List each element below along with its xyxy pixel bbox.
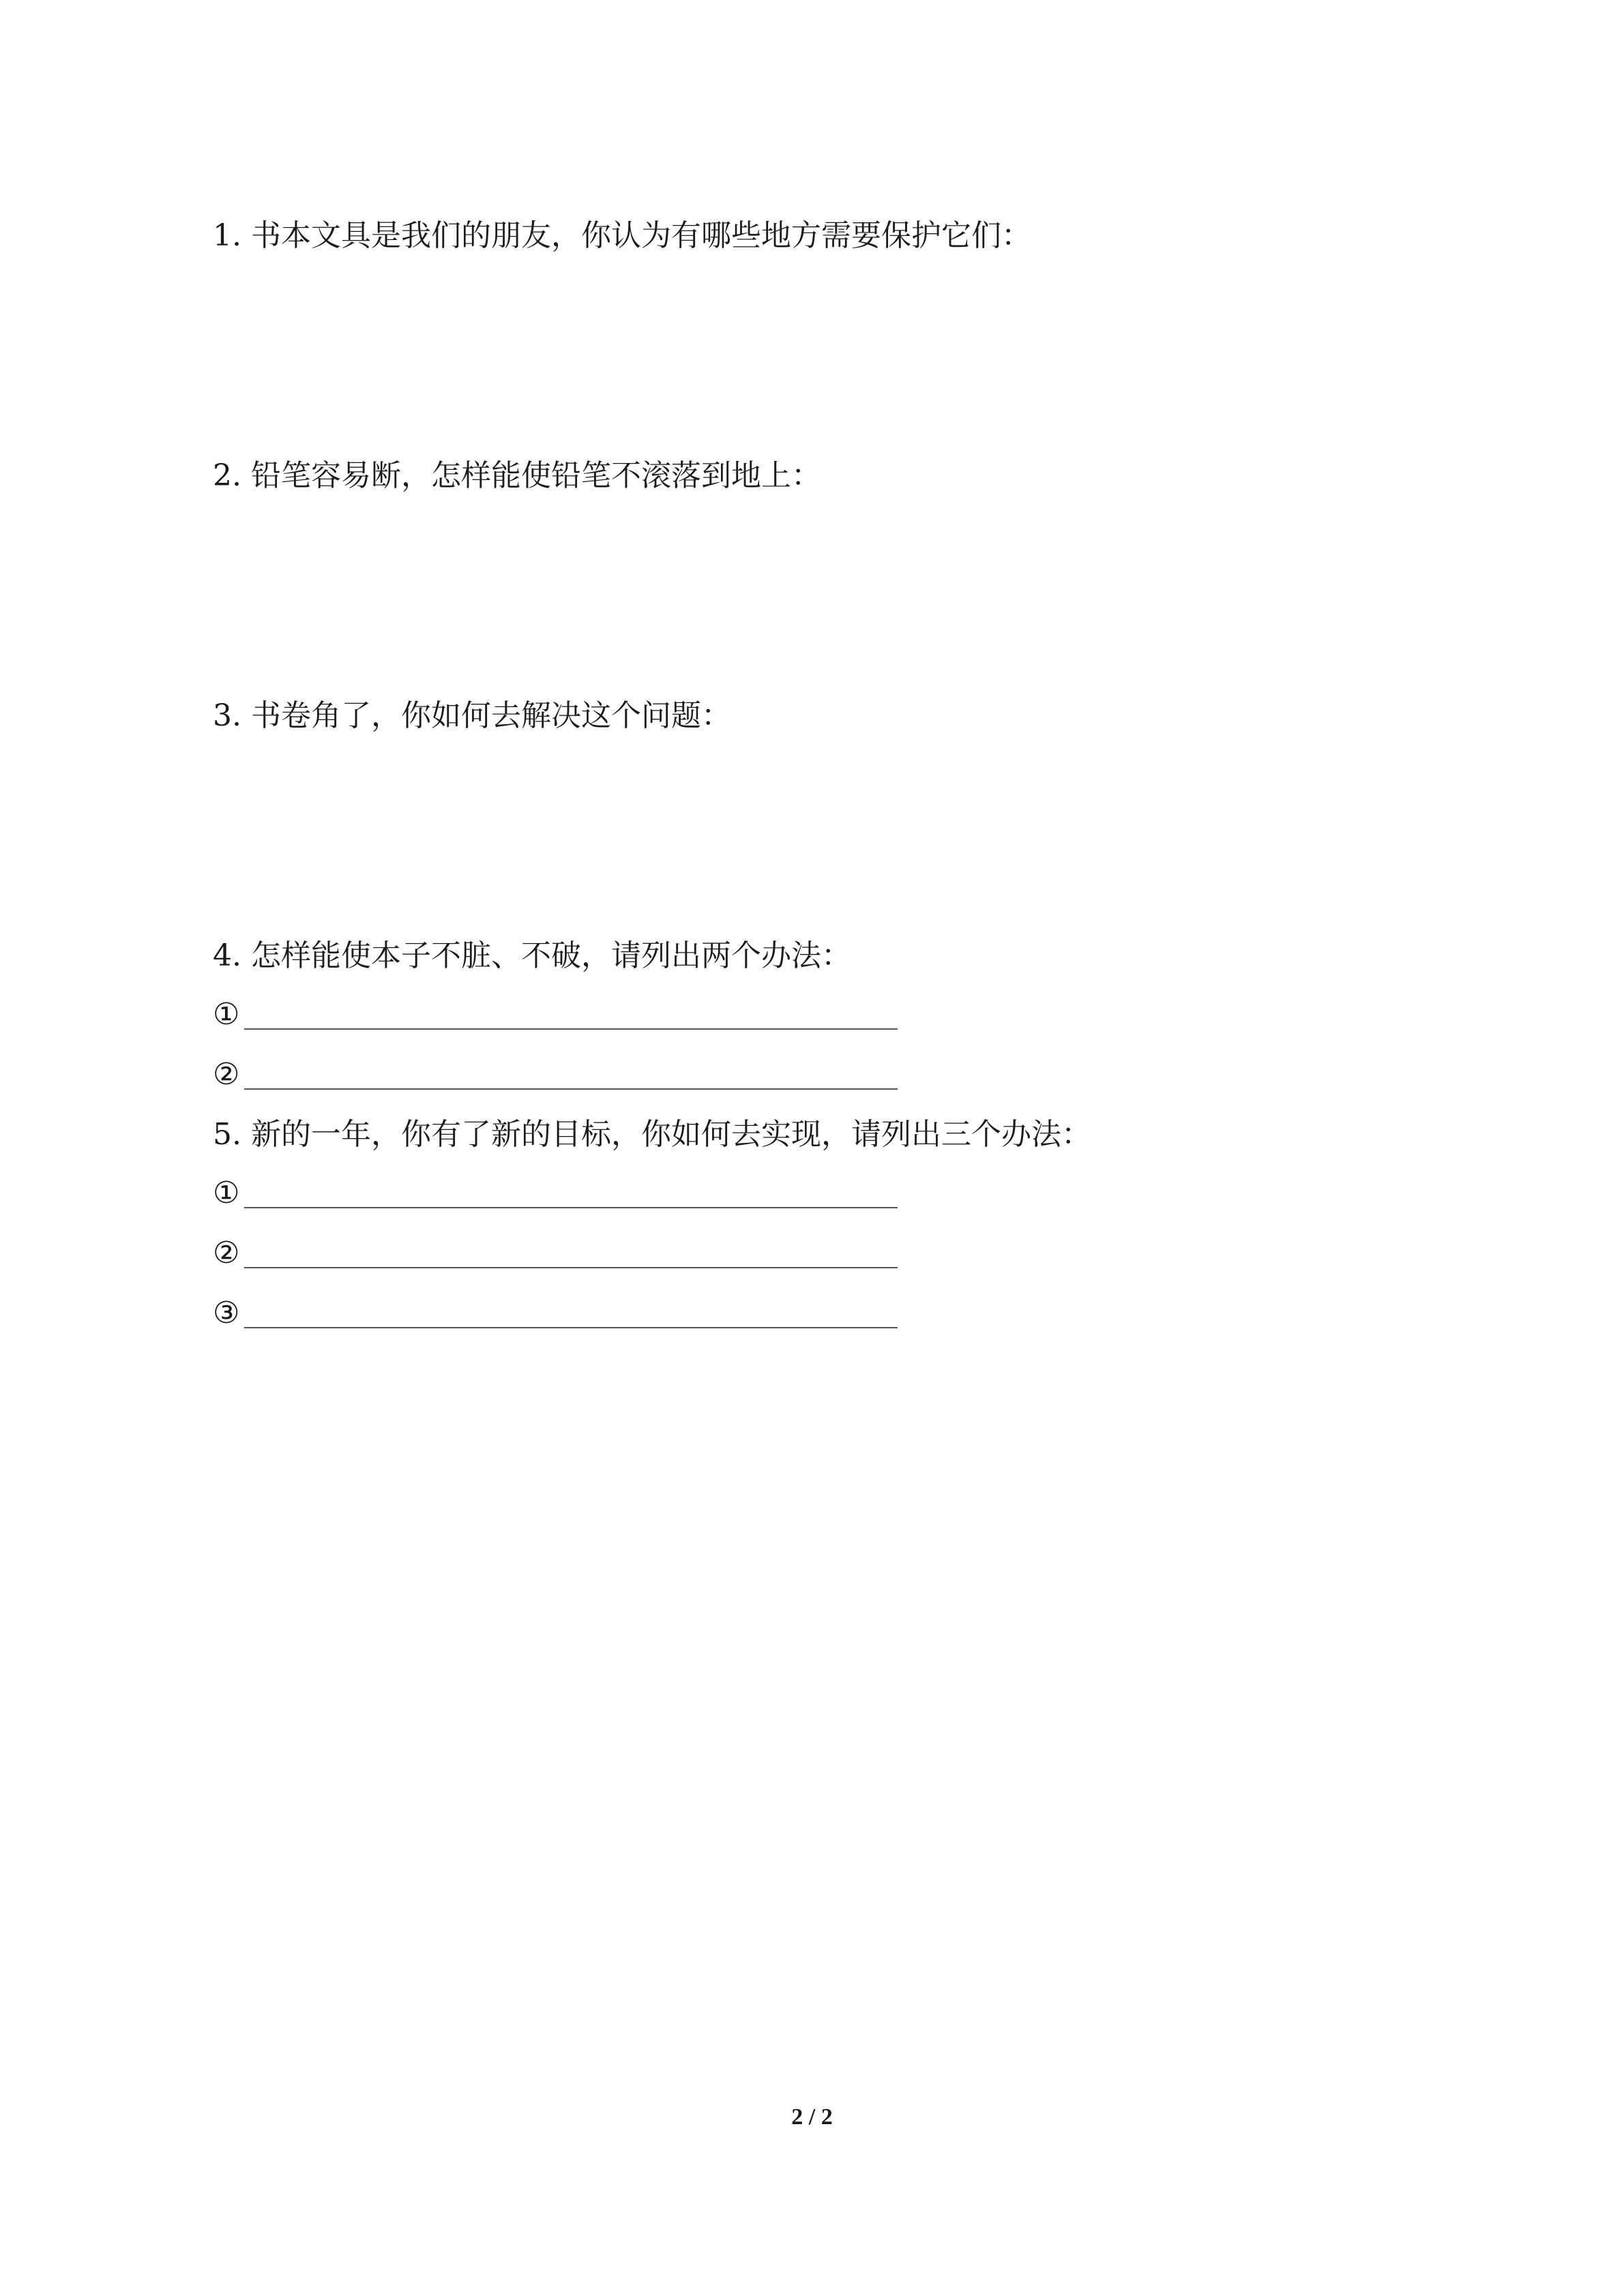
answer-rule xyxy=(244,1028,898,1030)
question-1: 1. 书本文具是我们的朋友，你认为有哪些地方需要保护它们： xyxy=(213,218,1031,253)
question-3: 3. 书卷角了，你如何去解决这个问题： xyxy=(213,698,731,733)
answer-marker: ① xyxy=(213,997,240,1032)
answer-rule xyxy=(244,1207,898,1208)
question-4: 4. 怎样能使本子不脏、不破，请列出两个办法： xyxy=(213,938,851,973)
page-number: 2 / 2 xyxy=(791,2104,833,2130)
answer-line[interactable] xyxy=(213,1056,898,1094)
question-5: 5. 新的一年，你有了新的目标，你如何去实现，请列出三个办法： xyxy=(213,1117,1091,1152)
answer-line[interactable] xyxy=(213,996,898,1034)
answer-marker: ② xyxy=(213,1057,240,1092)
answer-line[interactable] xyxy=(213,1234,898,1272)
answer-line[interactable] xyxy=(213,1294,898,1332)
answer-marker: ③ xyxy=(213,1296,240,1330)
answer-line[interactable] xyxy=(213,1174,898,1212)
answer-marker: ① xyxy=(213,1176,240,1210)
answer-rule xyxy=(244,1088,898,1090)
answer-rule xyxy=(244,1267,898,1268)
question-2: 2. 铅笔容易断，怎样能使铅笔不滚落到地上： xyxy=(213,458,821,493)
answer-rule xyxy=(244,1327,898,1328)
answer-marker: ② xyxy=(213,1236,240,1270)
